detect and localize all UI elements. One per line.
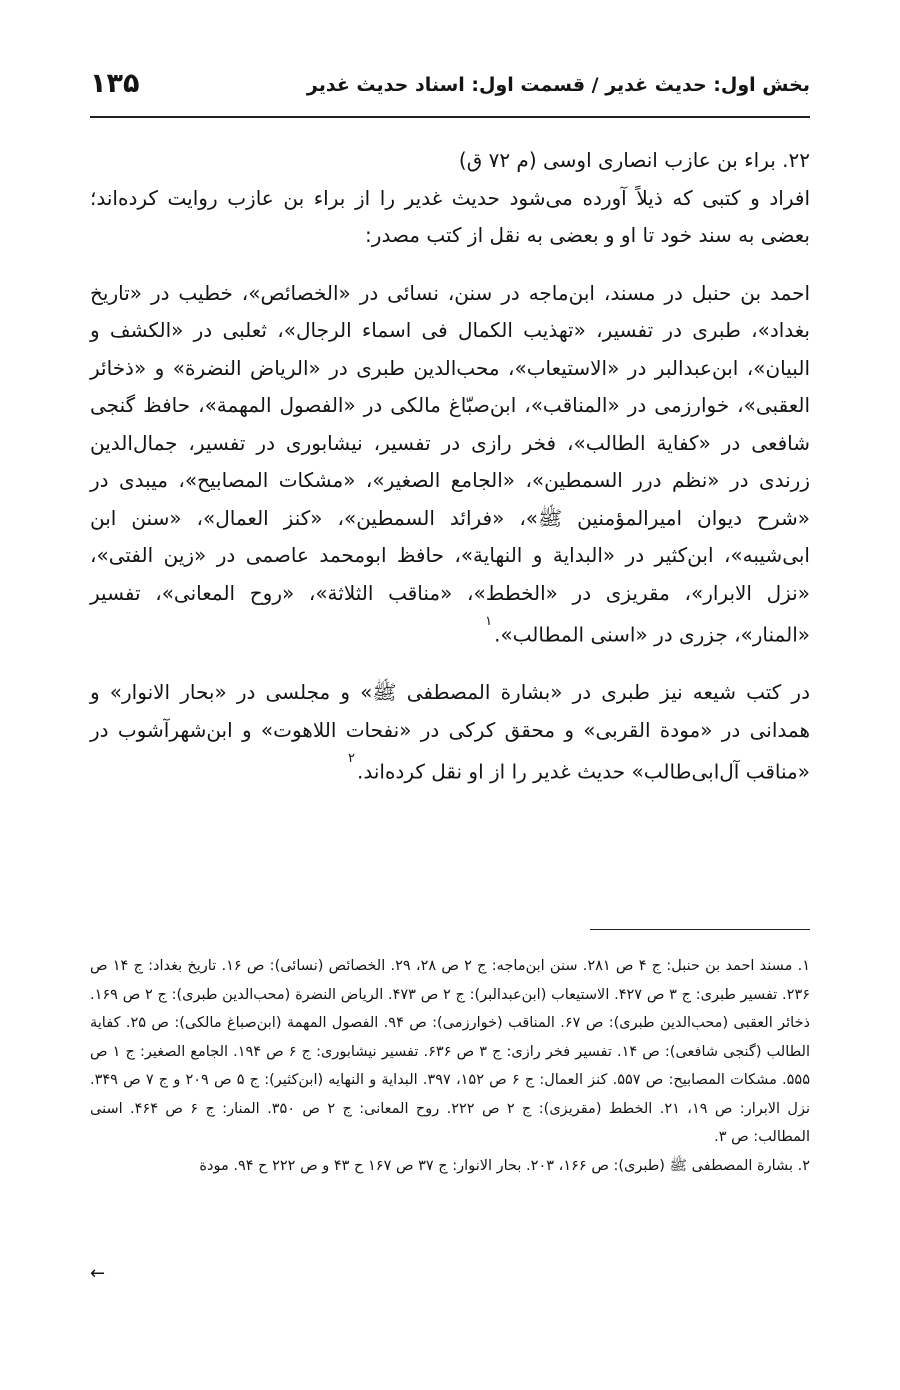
sources-paragraph-text: احمد بن حنبل در مسند، ابن‌ماجه در سنن، نسائی در «الخصائص»، خطیب در «تاریخ بغداد»، طبری در تفسیر، «تهذیب الکمال فی اسماء الرجال»، ثعلبی در «الکشف و البیان»، ابن‌عبدالبر در «الاستیعاب»، محب‌الدین طبری در «الریاض النضرة» و «ذخائر العقبی»، خوارزمی در «المناقب»، ابن‌صبّاغ مالکی در «الفصول المهمة»، حافظ گنجی شافعی در «کفایة الطالب»، فخر رازی در تفسیر، نیشابوری در تفسیر، جمال‌الدین زرندی در «نظم درر السمطین»، «الجامع الصغیر»، «مشکات المصابیح»، میبدی در «شرح دیوان امیرالمؤمنین ﷺ»، «فرائد السمطین»، «کنز العمال»، «سنن ابن ابی‌شیبه»، ابن‌کثیر در «البدایة و النهایة»، حافظ ابومحمد عاصمی در «زین الفتی»، «نزل الابرار»، مقریزی در «الخطط»، «مناقب الثلاثة»، «روح المعانی»، تفسیر «المنار»، جزری در «اسنی المطالب». [90,280,810,647]
running-title: بخش اول: حدیث غدیر / قسمت اول: اسناد حدیث غدیر [306,74,810,96]
footnote-separator [590,929,810,930]
footnote-1: ۱. مسند احمد بن حنبل: ج ۴ ص ۲۸۱. سنن ابن‌ماجه: ج ۲ ص ۲۸، ۲۹. الخصائص (نسائی): ص ۱۶. تاریخ بغداد: ج ۱۴ ص ۲۳۶. تفسیر طبری: ج ۳ ص ۴۲۷. الاستیعاب (ابن‌عبدالبر): ج ۲ ص ۴۷۳. الریاض النضرة (محب‌الدین طبری): ج ۲ ص ۱۶۹. ذخائر العقبی (محب‌الدین طبری): ص ۶۷. المناقب (خوارزمی): ص ۹۴. الفصول المهمة (ابن‌صباغ مالکی): ص ۲۵. کفایة الطالب (گنجی شافعی): ص ۱۴. تفسیر فخر رازی: ج ۳ ص ۶۳۶. تفسیر نیشابوری: ج ۶ ص ۱۹۴. الجامع الصغیر: ج ۱ ص ۵۵۵. مشکات المصابیح: ص ۵۵۷. کنز العمال: ج ۶ ص ۱۵۲، ۳۹۷. البدایة و النهایه (ابن‌کثیر): ج ۵ ص ۲۰۹ و ج ۷ ص ۳۴۹. نزل الابرار: ص ۱۹، ۲۱. الخطط (مقریزی): ج ۲ ص ۲۲۲. روح المعانی: ج ۲ ص ۳۵۰. المنار: ج ۶ ص ۴۶۴. اسنی المطالب: ص ۳. [90,958,811,1145]
footnote-reference-1[interactable]: ۱ [485,614,493,629]
footnotes [90,952,810,1180]
section-heading: ۲۲. براء بن عازب انصاری اوسی (م ۷۲ ق) [458,148,810,172]
intro-paragraph: افراد و کتبی که ذیلاً آورده می‌شود حدیث غدیر را از براء بن عازب روایت کرده‌اند؛ بعضی به سند خود تا او و بعضی به نقل از کتب مصدر: [90,185,810,247]
sources-paragraph [90,275,810,655]
footnote-2: ۲. بشارة المصطفی ﷺ (طبری): ص ۱۶۶، ۲۰۳. بحار الانوار: ج ۳۷ ص ۱۶۷ ح ۴۳ و ص ۲۲۲ ح ۹۴. مودة [199,1157,810,1174]
page-number: ۱۳۵ [90,68,140,99]
shia-sources-paragraph [90,674,810,791]
page-header [90,66,810,118]
shia-sources-paragraph-text: در کتب شیعه نیز طبری در «بشارة المصطفی ﷺ» و مجلسی در «بحار الانوار» و همدانی در «مودة القربی» و محقق کرکی در «نفحات اللاهوت» و ابن‌شهرآشوب در «مناقب آل‌ابی‌طالب» حدیث غدیر را از او نقل کرده‌اند. [90,680,810,784]
footnote-reference-2[interactable]: ۲ [347,751,355,767]
body-text [90,142,810,811]
continuation-arrow-icon: ← [90,1263,106,1284]
